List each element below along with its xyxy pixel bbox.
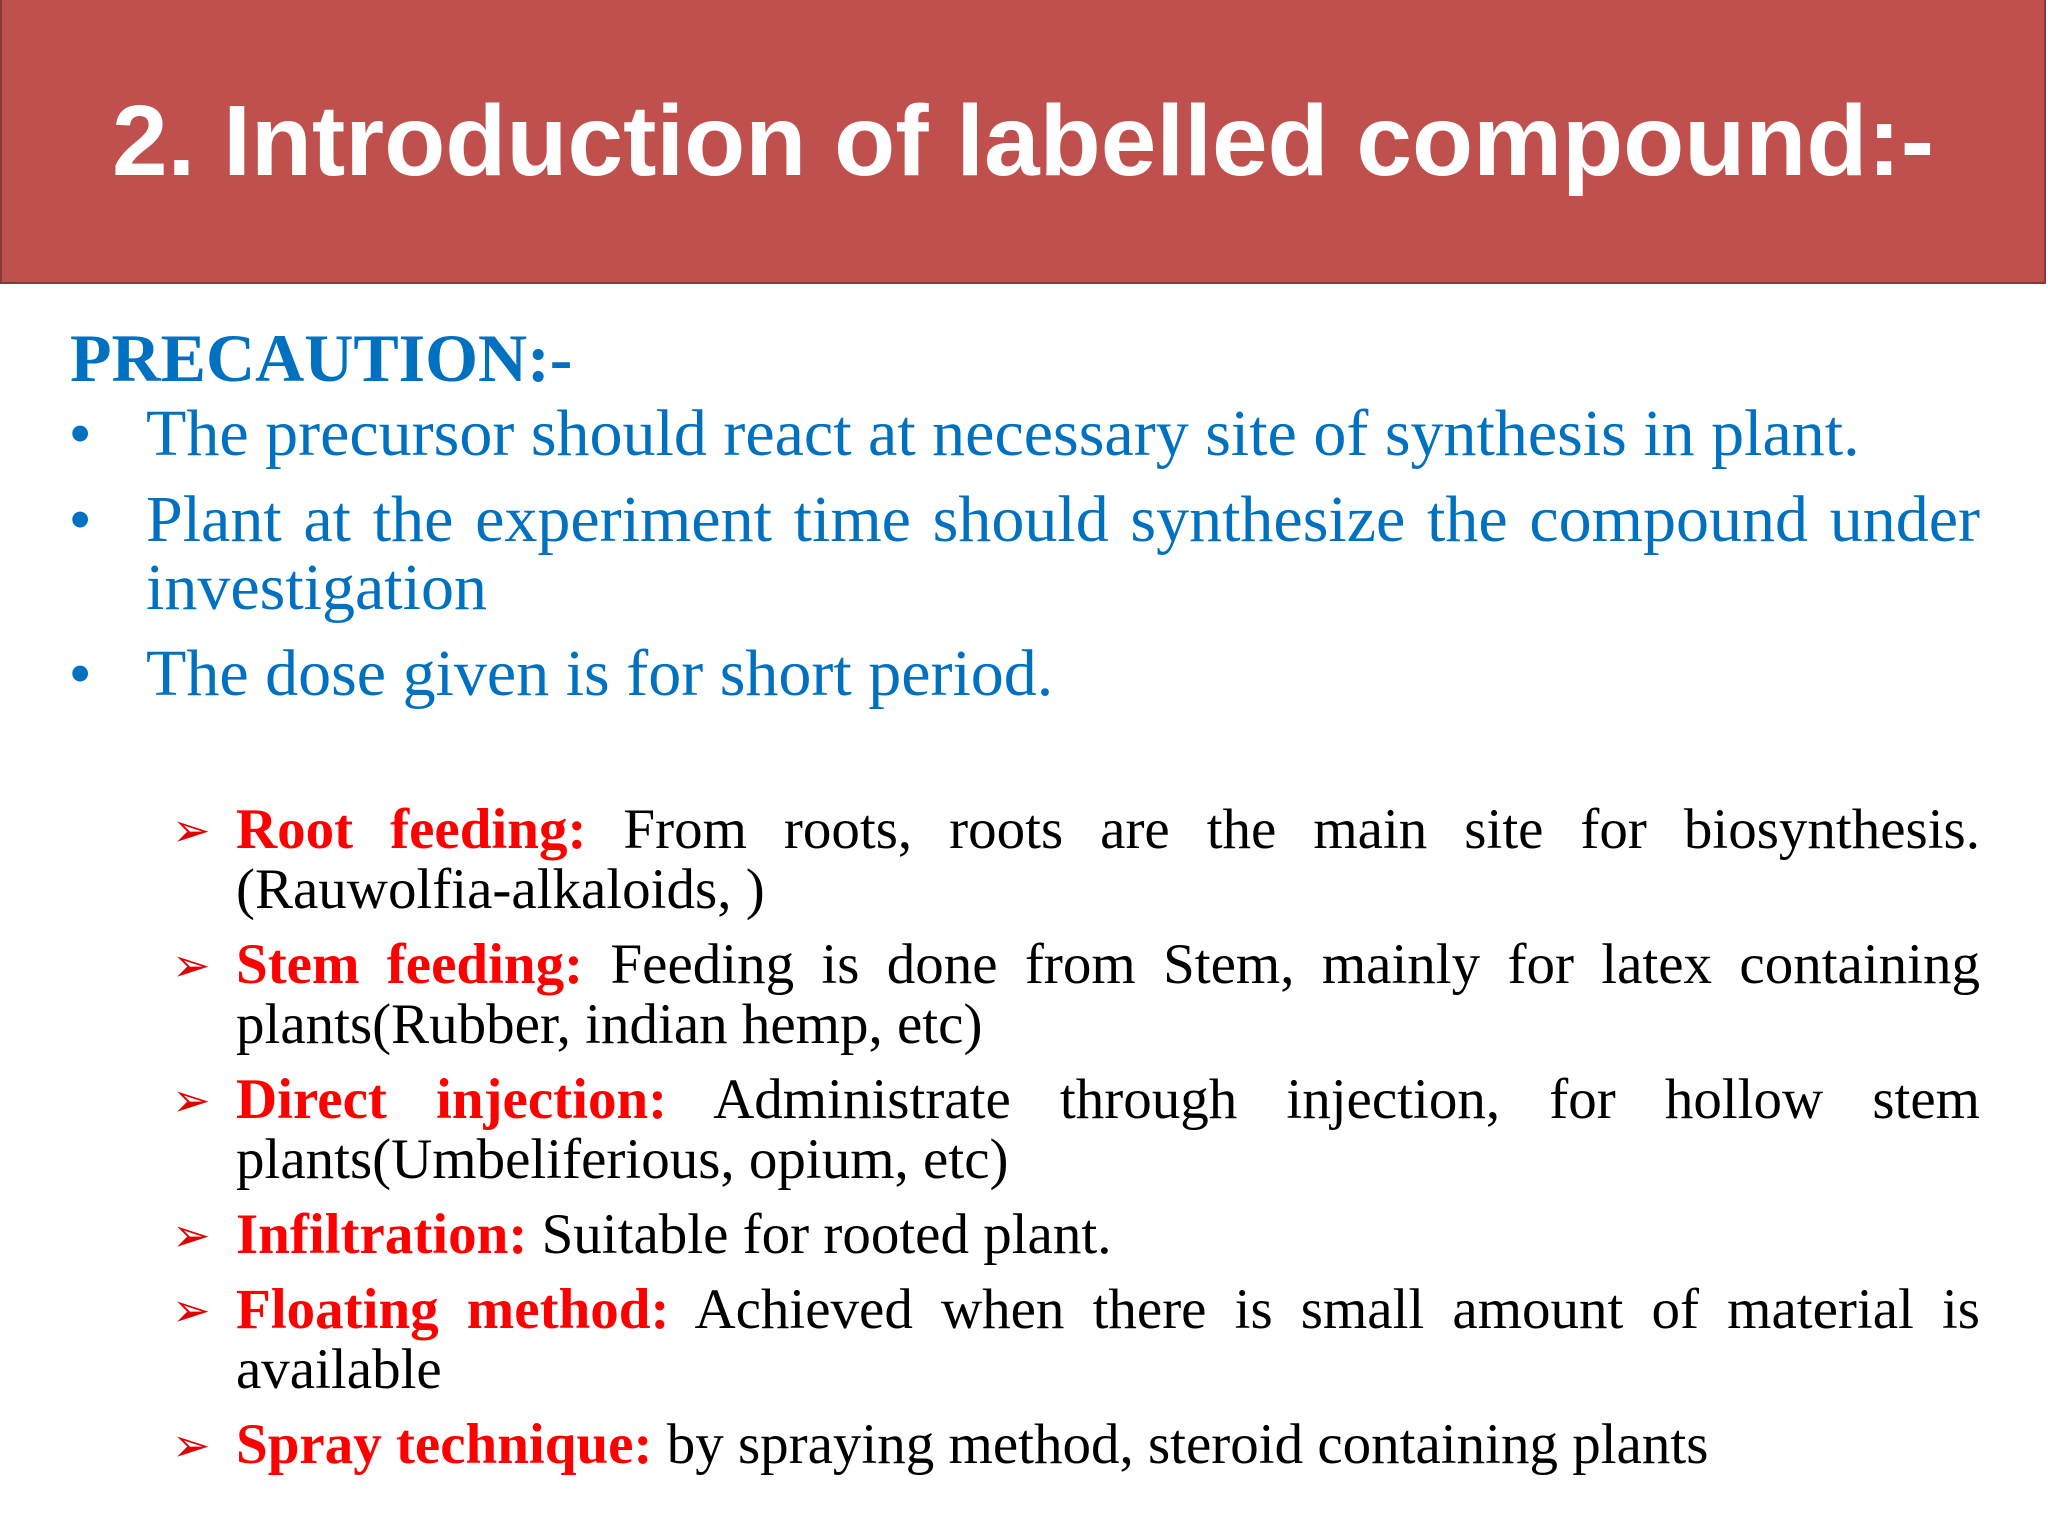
method-description: Achieved when there is small amount of material is available [236, 1278, 1980, 1401]
bullet-text: Plant at the experiment time should synthesize the compound under investigation [146, 483, 1980, 624]
arrow-bullet-icon: ➢ [172, 1073, 211, 1127]
feeding-method-item [172, 1280, 1980, 1400]
method-description: Administrate through injection, for hollow stem plants(Umbeliferious, opium, etc) [236, 1068, 1980, 1191]
feeding-method-item [172, 800, 1980, 920]
arrow-bullet-icon: ➢ [172, 1418, 211, 1472]
bullet-text: The dose given is for short period. [146, 637, 1054, 710]
bullet-text: The precursor should react at necessary site of synthesis in plant. [146, 397, 1860, 470]
bullet-dot-icon: • [70, 487, 91, 552]
method-description: Suitable for rooted plant. [527, 1203, 1112, 1266]
method-term: Root feeding: [236, 798, 587, 861]
bullet-dot-icon: • [70, 401, 91, 466]
title-bar [0, 0, 2046, 284]
feeding-method-item [172, 1205, 1980, 1265]
method-term: Spray technique: [236, 1413, 653, 1476]
method-term: Floating method: [236, 1278, 670, 1341]
feeding-method-item [172, 1415, 1980, 1475]
precaution-heading: PRECAUTION:- [70, 320, 573, 396]
slide-title: 2. Introduction of labelled compound:- [111, 84, 1935, 197]
precaution-bullet [70, 397, 1980, 470]
method-term: Infiltration: [236, 1203, 528, 1266]
arrow-bullet-icon: ➢ [172, 1208, 211, 1262]
feeding-method-item [172, 935, 1980, 1055]
precaution-bullet [70, 637, 1980, 710]
method-description: From roots, roots are the main site for biosynthesis.(Rauwolfia-alkaloids, ) [236, 798, 1980, 921]
precaution-bullet [70, 483, 1980, 624]
feeding-method-list [172, 800, 1980, 1490]
method-description: Feeding is done from Stem, mainly for latex containing plants(Rubber, indian hemp, etc) [236, 933, 1981, 1056]
method-term: Stem feeding: [236, 933, 584, 996]
arrow-bullet-icon: ➢ [172, 803, 211, 857]
arrow-bullet-icon: ➢ [172, 1283, 211, 1337]
method-description: by spraying method, steroid containing plants [652, 1413, 1709, 1476]
precaution-bullet-list [70, 397, 1980, 726]
method-term: Direct injection: [236, 1068, 668, 1131]
feeding-method-item [172, 1070, 1980, 1190]
arrow-bullet-icon: ➢ [172, 938, 211, 992]
bullet-dot-icon: • [70, 641, 91, 706]
